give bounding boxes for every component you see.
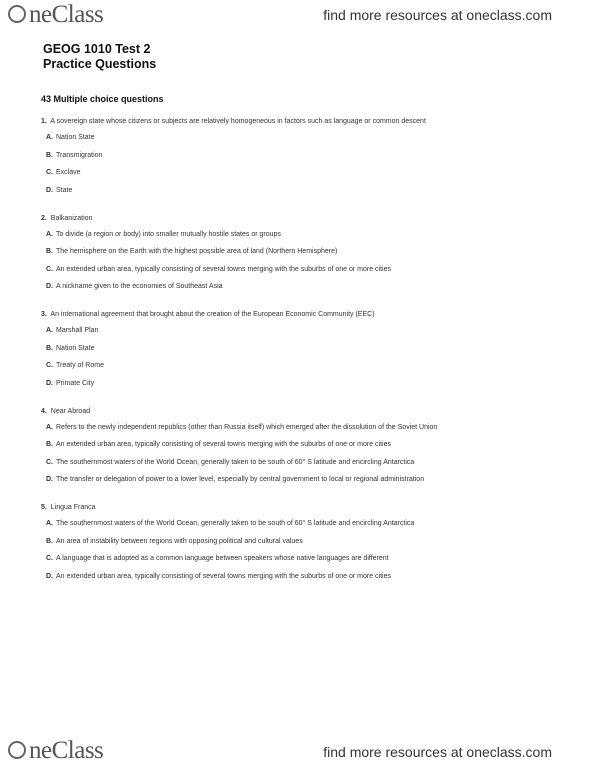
document-title: GEOG 1010 Test 2 xyxy=(43,42,151,56)
option-letter: D. xyxy=(46,379,53,387)
answer-option xyxy=(41,550,561,568)
option-text: An extended urban area, typically consisting of several towns merging with the suburbs of one or more cities xyxy=(56,265,392,273)
option-text: An area of instability between regions with opposing political and cultural values xyxy=(56,537,303,545)
option-text: The transfer or delegation of power to a lower level, especially by central government to local or regional administration xyxy=(56,476,425,483)
question-text: An international agreement that brought about the creation of the European Economic Community (EEC) xyxy=(50,311,375,318)
answer-option xyxy=(41,375,561,393)
option-text: The hemisphere on the Earth with the highest possible area of land (Northern Hemisphere) xyxy=(56,248,338,255)
option-letter: C. xyxy=(46,555,53,562)
question xyxy=(41,405,561,489)
option-letter: A. xyxy=(46,423,53,431)
question xyxy=(41,308,561,392)
option-text: Primate City xyxy=(56,379,95,387)
footer-tagline: find more resources at oneclass.com xyxy=(323,744,552,760)
option-letter: B. xyxy=(46,248,53,255)
option-text: Nation State xyxy=(56,344,95,352)
question-number: 2. xyxy=(41,214,47,222)
option-letter: A. xyxy=(46,520,53,527)
option-letter: B. xyxy=(46,441,53,448)
answer-option xyxy=(41,568,561,586)
answer-option xyxy=(41,129,561,147)
answer-option xyxy=(41,261,561,279)
answer-option xyxy=(41,436,561,454)
option-letter: D. xyxy=(46,572,53,580)
question xyxy=(41,212,561,296)
answer-option xyxy=(41,243,561,261)
option-text: An extended urban area, typically consisting of several towns merging with the suburbs of one or more cities xyxy=(56,572,392,580)
option-letter: A. xyxy=(46,134,53,141)
option-text: A language that is adopted as a common language between speakers whose native languages are different xyxy=(56,555,389,562)
option-letter: B. xyxy=(46,537,53,545)
question-stem xyxy=(41,115,561,129)
logo-o-icon xyxy=(8,741,26,759)
answer-option xyxy=(41,340,561,358)
question-list xyxy=(41,115,561,598)
option-letter: C. xyxy=(46,362,53,369)
answer-option xyxy=(41,471,561,489)
oneclass-logo xyxy=(8,2,103,27)
option-text: An extended urban area, typically consisting of several towns merging with the suburbs of one or more cities xyxy=(56,441,392,448)
option-text: Treaty of Rome xyxy=(56,362,104,369)
answer-option xyxy=(41,182,561,200)
option-letter: D. xyxy=(46,283,53,290)
option-text: Marshall Plan xyxy=(56,327,99,334)
answer-option xyxy=(41,515,561,533)
option-text: Refers to the newly independent republics (other than Russia itself) which emerged after the dissolution of the Soviet Union xyxy=(56,423,438,431)
question-stem xyxy=(41,501,561,515)
question-text: Balkanization xyxy=(50,214,93,222)
option-letter: B. xyxy=(46,344,53,352)
option-letter: B. xyxy=(46,151,53,159)
answer-option xyxy=(41,357,561,375)
logo-text: neClass xyxy=(29,737,104,764)
option-text: Transmigration xyxy=(56,151,103,159)
option-letter: D. xyxy=(46,186,53,194)
answer-option xyxy=(41,147,561,165)
option-letter: C. xyxy=(46,265,53,273)
option-text: Exclave xyxy=(56,169,81,176)
section-heading: 43 Multiple choice questions xyxy=(41,94,164,104)
question xyxy=(41,115,561,199)
answer-option xyxy=(41,419,561,437)
question-number: 4. xyxy=(41,407,47,415)
question-stem xyxy=(41,212,561,226)
answer-option xyxy=(41,278,561,296)
option-text: State xyxy=(56,186,73,194)
option-text: Nation State xyxy=(56,134,95,141)
option-letter: A. xyxy=(46,327,53,334)
question-number: 3. xyxy=(41,311,47,318)
answer-option xyxy=(41,164,561,182)
option-text: The southernmost waters of the World Ocean, generally taken to be south of 60° S latitude and encircling Antarctica xyxy=(56,458,415,466)
option-text: The southernmost waters of the World Ocean, generally taken to be south of 60° S latitude and encircling Antarctica xyxy=(56,520,415,527)
option-text: A nickname given to the economies of Southeast Asia xyxy=(56,283,223,290)
question-stem xyxy=(41,308,561,322)
option-letter: C. xyxy=(46,169,53,176)
option-text: To divide (a region or body) into smaller mutually hostile states or groups xyxy=(56,230,281,238)
answer-option xyxy=(41,454,561,472)
answer-option xyxy=(41,322,561,340)
question-stem xyxy=(41,405,561,419)
question-text: A sovereign state whose citizens or subjects are relatively homogeneous in factors such as language or common descent xyxy=(50,118,426,125)
answer-option xyxy=(41,226,561,244)
answer-option xyxy=(41,533,561,551)
question xyxy=(41,501,561,585)
question-number: 1. xyxy=(41,118,47,125)
oneclass-logo-footer xyxy=(8,738,103,763)
option-letter: D. xyxy=(46,476,53,483)
document-subtitle: Practice Questions xyxy=(43,57,157,71)
header-tagline: find more resources at oneclass.com xyxy=(323,7,552,23)
logo-o-icon xyxy=(8,5,26,23)
logo-text: neClass xyxy=(29,1,104,28)
option-letter: C. xyxy=(46,458,53,466)
option-letter: A. xyxy=(46,230,53,238)
question-text: Lingua Franca xyxy=(50,504,96,511)
question-number: 5. xyxy=(41,504,47,511)
question-text: Near Abroad xyxy=(50,407,91,415)
